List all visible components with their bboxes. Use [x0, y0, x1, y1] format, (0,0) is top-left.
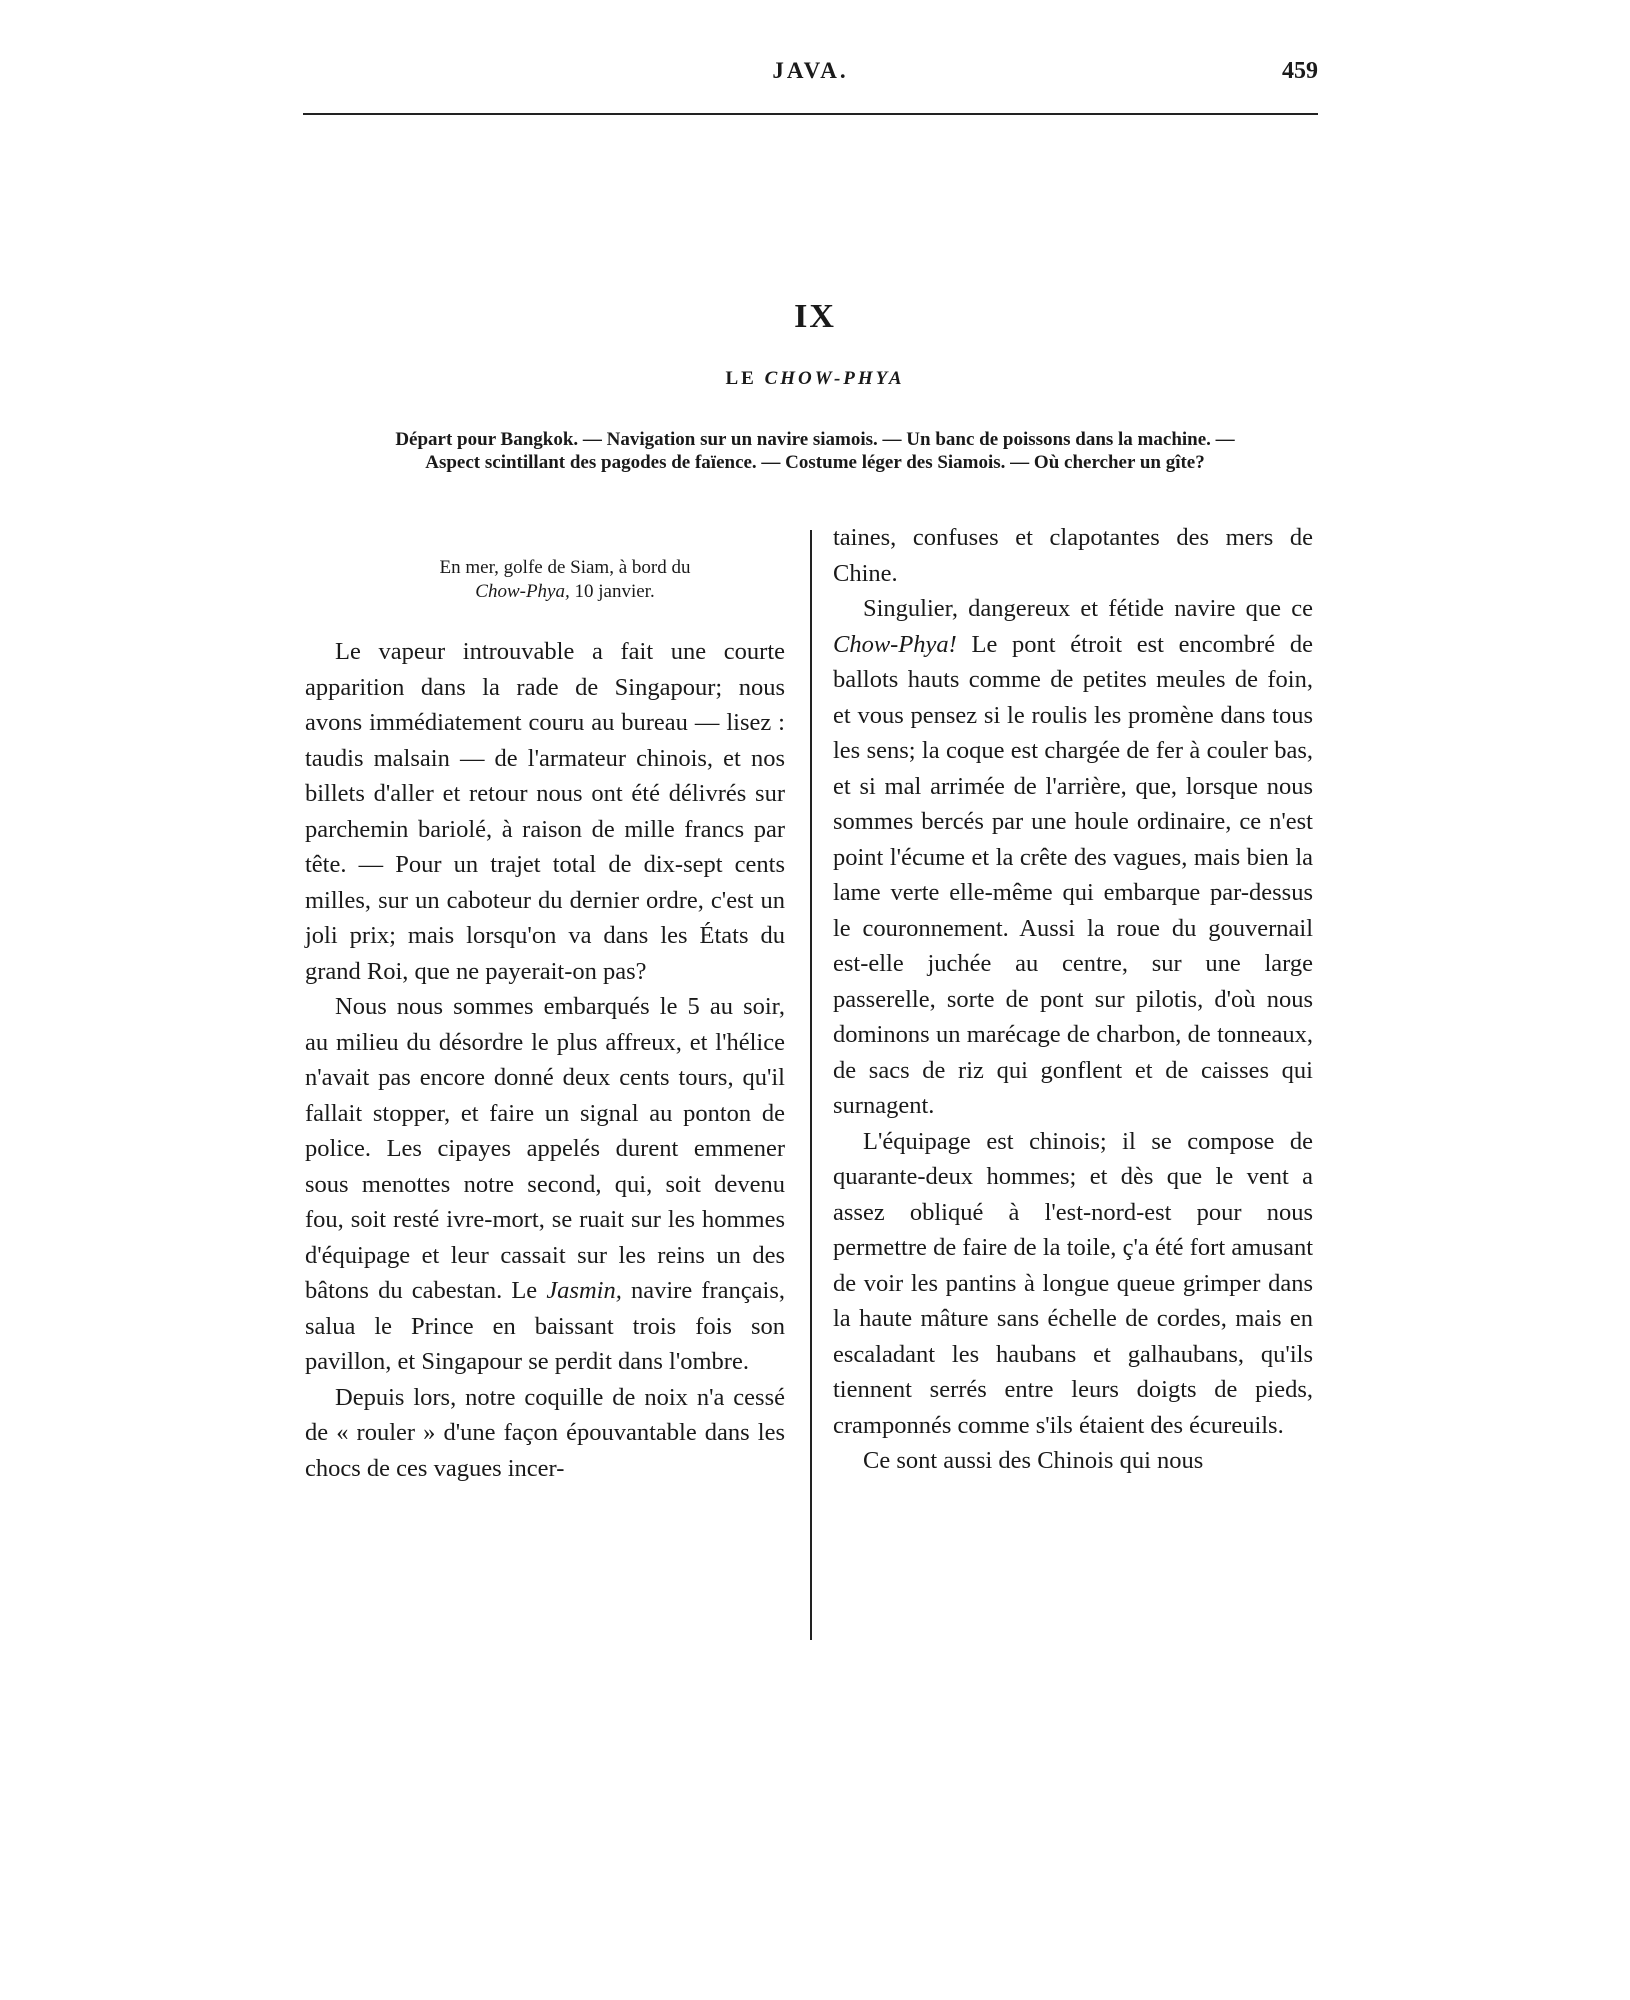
column-rule: [810, 530, 812, 1640]
dateline: [305, 556, 785, 604]
paragraph-right-2-b: Le pont étroit est encombré de ballots hauts comme de petites meules de foin, et vous pensez si le roulis les promène dans tous les sens; la coque est chargée de fer à couler bas, et si mal arrimée de l'arrière, que, lorsque nous sommes bercés par une houle ordinaire, ce n'est point l'écume et la crête des vagues, mais bien la lame verte elle-même qui embarque par-dessus le couronnement. Aussi la roue du gouvernail est-elle juchée au centre, sur une large passerelle, sorte de pont sur pilotis, d'où nous dominons un marécage de charbon, de tonneaux, de sacs de riz qui gonflent et de caisses qui surnagent.: [833, 630, 1313, 1119]
dateline-ship: Chow-Phya,: [475, 581, 570, 602]
paragraph-right-3: L'équipage est chinois; il se compose de quarante-deux hommes; et dès que le vent a assez obliqué à l'est-nord-est pour nous permettre de faire de la toile, ç'a été fort amusant de voir les pantins à longue queue grimper dans la haute mâture sans échelle de cordes, mais en escaladant les haubans et galhaubans, qu'ils tiennent serrés entre leurs doigts de pieds, cramponnés comme s'ils étaient des écureuils.: [833, 1127, 1313, 1439]
chapter-title-prefix: LE: [725, 368, 765, 389]
left-column: [305, 520, 785, 1486]
chapter-title: [0, 368, 1630, 390]
dateline-line-2: [345, 580, 785, 604]
ship-name-chow-phya: Chow-Phya!: [833, 630, 957, 658]
paragraph-left-1: Le vapeur introuvable a fait une courte apparition dans la rade de Singapour; nous avons immédiatement couru au bureau — lisez : taudis malsain — de l'armateur chinois, et nos billets d'aller et retour nous ont été délivrés sur parchemin bariolé, à raison de mille francs par tête. — Pour un trajet total de dix-sept cents milles, sur un caboteur du dernier ordre, c'est un joli prix; mais lorsqu'on va dans les États du grand Roi, que ne payerait-on pas?: [305, 638, 785, 985]
paragraph-right-2-a: Singulier, dangereux et fétide navire que ce: [863, 595, 1313, 622]
paragraph-right-4: Ce sont aussi des Chinois qui nous: [863, 1447, 1204, 1474]
chapter-number: IX: [794, 298, 836, 335]
paragraph-left-2: [305, 989, 785, 1380]
chapter-summary: [280, 428, 1350, 474]
header-rule: [303, 113, 1318, 115]
page-number: 459: [1282, 58, 1318, 84]
dateline-date: 10 janvier.: [569, 581, 655, 602]
paragraph-left-3: Depuis lors, notre coquille de noix n'a cessé de « rouler » d'une façon épouvantable dans les chocs de ces vagues incer-: [305, 1383, 785, 1482]
dateline-line-1: En mer, golfe de Siam, à bord du: [439, 557, 691, 578]
paragraph-left-2-a: Nous nous sommes embarqués le 5 au soir, au milieu du désordre le plus affreux, et l'hélice n'avait pas encore donné deux cents tours, qu'il fallait stopper, et faire un signal au ponton de police. Les cipayes appelés durent emmener sous menottes notre second, qui, soit devenu fou, soit resté ivre-mort, se ruait sur les hommes d'équipage et leur cassait sur les reins un des bâtons du cabestan. Le: [305, 993, 785, 1304]
paragraph-left-2-b: navire français, salua le Prince en baissant trois fois son pavillon, et Singapour se perdit dans l'ombre.: [305, 1277, 785, 1375]
summary-line-2: Aspect scintillant des pagodes de faïence. — Costume léger des Siamois. — Où chercher un gîte?: [425, 452, 1205, 473]
paragraph-right-2: [833, 591, 1313, 1124]
right-column: [833, 520, 1313, 1479]
running-head: [303, 58, 1318, 98]
running-title: JAVA.: [772, 58, 849, 83]
chapter-title-ship: CHOW-PHYA: [764, 368, 905, 389]
summary-line-1: Départ pour Bangkok. — Navigation sur un navire siamois. — Un banc de poissons dans la machine. —: [395, 429, 1235, 450]
ship-name-jasmin: Jasmin,: [546, 1277, 622, 1304]
paragraph-right-1: taines, confuses et clapotantes des mers de Chine.: [833, 524, 1313, 587]
